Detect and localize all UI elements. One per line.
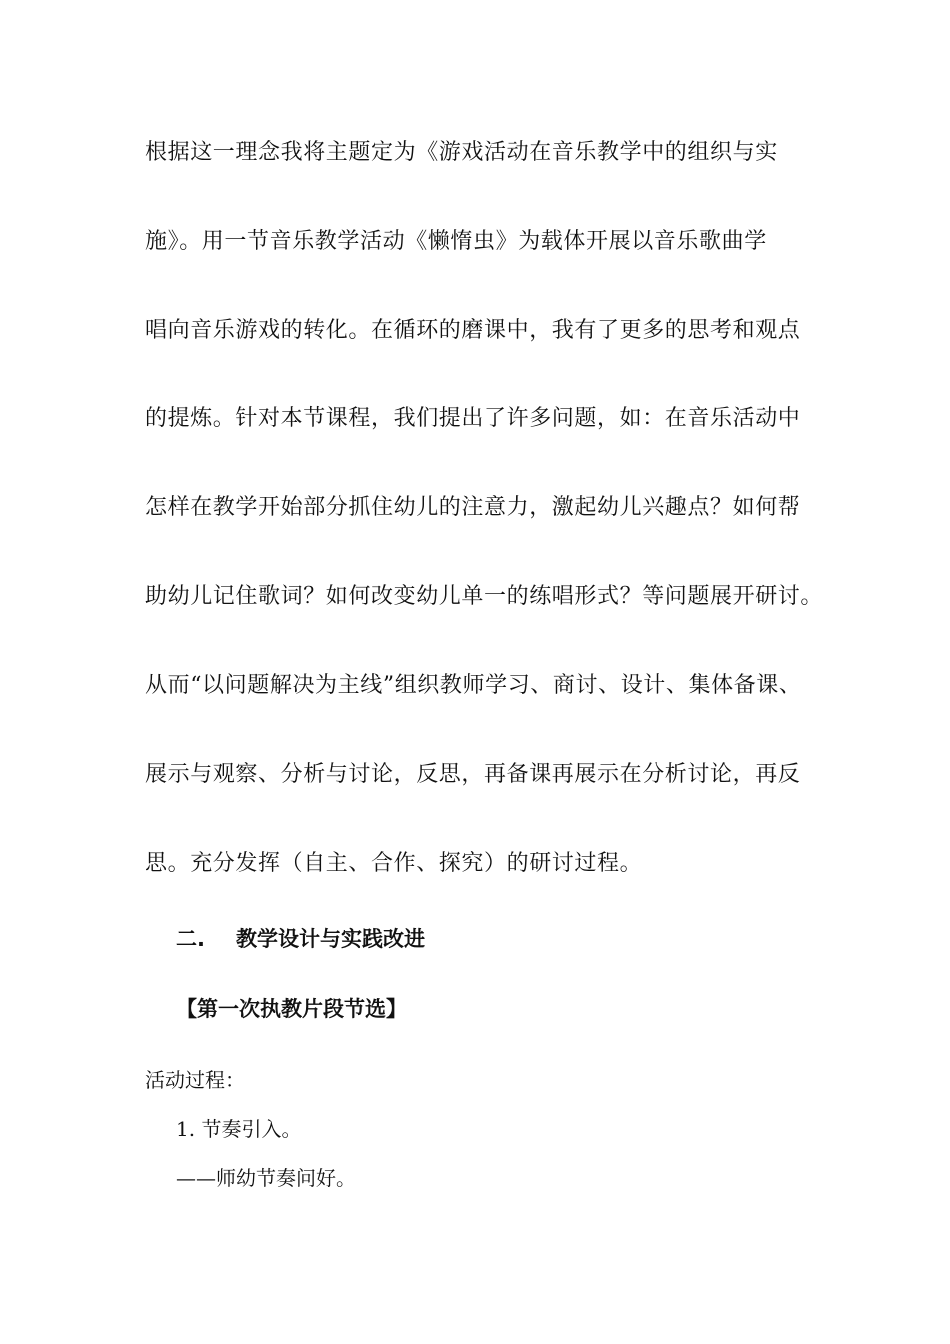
paragraph-line-1: 根据这一理念我将主题定为《游戏活动在音乐教学中的组织与实 — [145, 140, 778, 165]
paragraph-line-3: 唱向音乐游戏的转化。在循环的磨课中，我有了更多的思考和观点 — [145, 318, 801, 343]
process-label: 活动过程： — [145, 1068, 245, 1092]
section-title: 教学设计与实践改进 — [236, 927, 425, 951]
step-1-detail: ——师幼节奏问好。 — [176, 1166, 356, 1190]
paragraph-line-9: 思。充分发挥（自主、合作、探究）的研讨过程。 — [145, 851, 643, 876]
subheading: 【第一次执教片段节选】 — [176, 997, 407, 1021]
paragraph-line-8: 展示与观察、分析与讨论，反思，再备课再展示在分析讨论，再反 — [145, 762, 801, 787]
paragraph-line-4: 的提炼。针对本节课程，我们提出了许多问题，如：在音乐活动中 — [145, 406, 801, 431]
paragraph-line-5: 怎样在教学开始部分抓住幼儿的注意力，激起幼儿兴趣点？如何帮 — [145, 495, 801, 520]
step-1: 1. 节奏引入。 — [176, 1117, 302, 1141]
section-number: 二. — [176, 927, 205, 951]
paragraph-line-2: 施》。用一节音乐教学活动《懒惰虫》为载体开展以音乐歌曲学 — [145, 229, 767, 254]
paragraph-line-6: 助幼儿记住歌词？如何改变幼儿单一的练唱形式？等问题展开研讨。 — [145, 584, 824, 609]
paragraph-line-7: 从而“以问题解决为主线”组织教师学习、商讨、设计、集体备课、 — [145, 673, 802, 698]
